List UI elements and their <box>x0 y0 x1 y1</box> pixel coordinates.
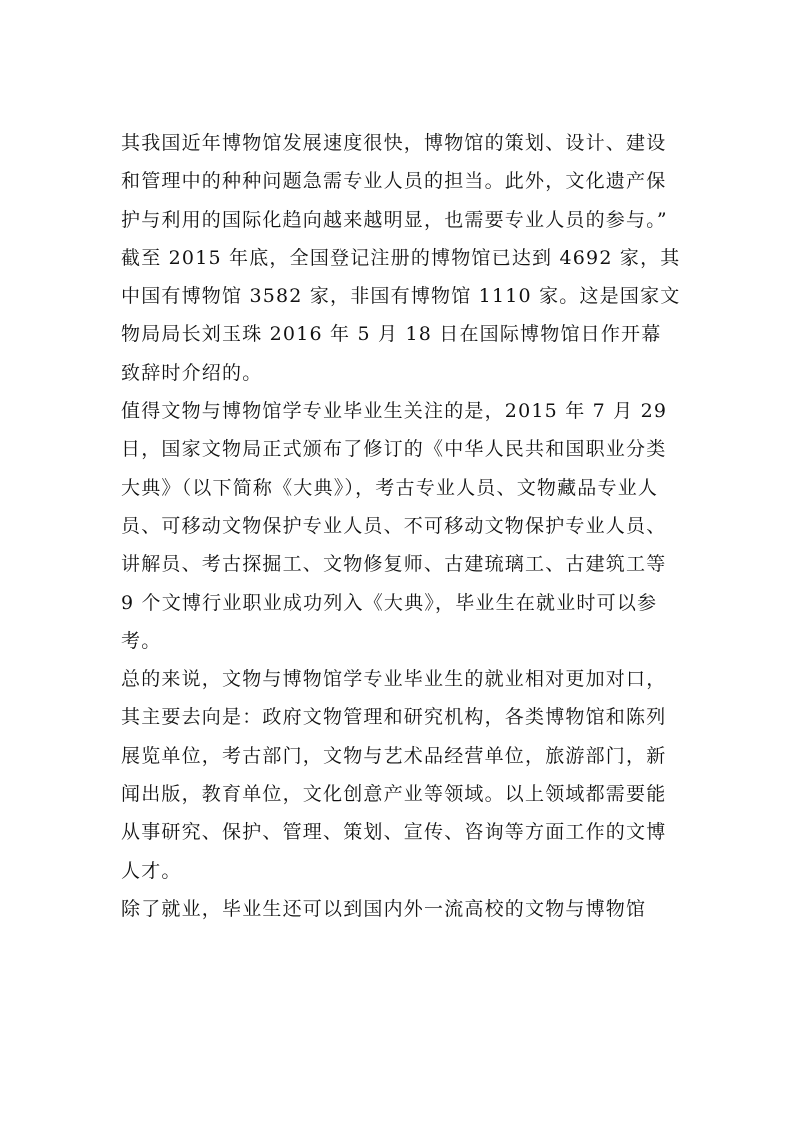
document-body <box>121 124 681 928</box>
paragraph-further-study: 除了就业，毕业生还可以到国内外一流高校的文物与博物馆 <box>121 897 647 920</box>
paragraph-occupation-classification: 值得文物与博物馆学专业毕业生关注的是，2015 年 7 月 29 日，国家文物局正式颁布了修订的《中华人民共和国职业分类大典》（以下简称《大典》），考古专业人员、文物藏品专业人员、可移动文物保护专业人员、不可移动文物保护专业人员、讲解员、考古探掘工、文物修复师、古建琉璃工、古建筑工等 9 个文博行业职业成功列入《大典》，毕业生在就业时可以参考。 <box>121 400 668 652</box>
paragraph-employment-destinations: 总的来说，文物与博物馆学专业毕业生的就业相对更加对口，其主要去向是：政府文物管理和研究机构，各类博物馆和陈列展览单位，考古部门，文物与艺术品经营单位，旅游部门，新闻出版，教育单位，文化创意产业等领域。以上领域都需要能从事研究、保护、管理、策划、宣传、咨询等方面工作的文博人才。 <box>121 668 667 882</box>
paragraph-museum-statistics: 截至 2015 年底，全国登记注册的博物馆已达到 4692 家，其中国有博物馆 3582 家，非国有博物馆 1110 家。这是国家文物局局长刘玉珠 2016 年 5 月 18 日在国际博物馆日作开幕致辞时介绍的。 <box>121 246 681 384</box>
paragraph-museum-development: 其我国近年博物馆发展速度很快，博物馆的策划、设计、建设和管理中的种种问题急需专业人员的担当。此外，文化遗产保护与利用的国际化趋向越来越明显，也需要专业人员的参与。” <box>121 132 668 231</box>
